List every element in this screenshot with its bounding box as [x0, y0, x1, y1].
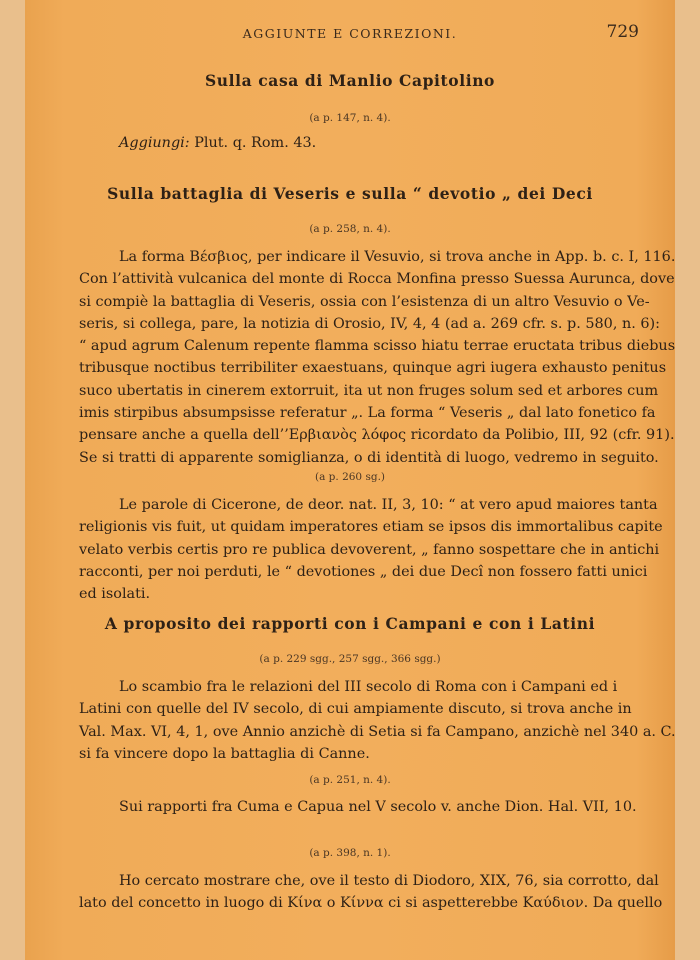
- section-reference: (a p. 260 sg.): [314, 471, 385, 483]
- section-heading-campani: A proposito dei rapporti con i Campani e con i Latini: [104, 614, 596, 633]
- text-line: Val. Max. VI, 4, 1, ove Annio anzichè di Setia si fa Campano, anzichè nel 340 a. C.: [79, 723, 676, 740]
- text-line: La forma Βέσβιος, per indicare il Vesuvio, si trova anche in App. b. c. I, 116.: [119, 249, 676, 265]
- section-reference: (a p. 229 sgg., 257 sgg., 366 sgg.): [259, 653, 441, 665]
- text-line: Latini con quelle del IV secolo, di cui ampiamente discuto, si trova anche in: [79, 701, 632, 718]
- addendum-text: Plut. q. Rom. 43.: [194, 135, 317, 151]
- text-line: tribusque noctibus terribiliter exaestuans, quinque agri iugera exhausto penitus: [79, 360, 667, 377]
- text-line: velato verbis certis pro re publica devoverent, „ fanno sospettare che in antichi: [79, 541, 660, 558]
- text-line: pensare anche a quella dell’’Ερβιανὸς λόφος ricordato da Polibio, III, 92 (cfr. 91).: [79, 427, 675, 444]
- text-line: Le parole di Cicerone, de deor. nat. II, 3, 10: “ at vero apud maiores tanta: [119, 497, 658, 513]
- running-header: [25, 22, 675, 46]
- text-line: Ho cercato mostrare che, ove il testo di Diodoro, XIX, 76, sia corrotto, dal: [119, 873, 659, 889]
- section-reference: (a p. 251, n. 4).: [309, 774, 391, 786]
- section-reference: (a p. 398, n. 1).: [309, 847, 391, 859]
- text-line: ed isolati.: [79, 586, 151, 603]
- section-reference: (a p. 147, n. 4).: [309, 112, 391, 124]
- text-line: Lo scambio fra le relazioni del III secolo di Roma con i Campani ed i: [119, 679, 618, 695]
- text-line: seris, si collega, pare, la notizia di Orosio, IV, 4, 4 (ad a. 269 cfr. s. p. 580, n. 6):: [79, 315, 661, 332]
- addendum-lead: Aggiungi:: [119, 135, 190, 151]
- text-line: Sui rapporti fra Cuma e Capua nel V secolo v. anche Dion. Hal. VII, 10.: [119, 799, 637, 815]
- section-heading-manlio: Sulla casa di Manlio Capitolino: [204, 71, 496, 90]
- paragraph-cicerone: [79, 494, 663, 605]
- paragraph-campani: [79, 676, 676, 765]
- text-line: imis stirpibus absumpsisse referatur „. La forma “ Veseris „ dal lato fonetico fa: [79, 405, 656, 422]
- running-title: AGGIUNTE E CORREZIONI.: [242, 26, 458, 41]
- section-reference: (a p. 258, n. 4).: [309, 223, 391, 235]
- text-line: Con l’attività vulcanica del monte di Rocca Monfina presso Suessa Aurunca, dove: [79, 271, 675, 288]
- page-number: 729: [606, 22, 639, 42]
- text-line: lato del concetto in luogo di Κίνα o Κίννα ci si aspetterebbe Καύδιον. Da quello: [79, 895, 663, 912]
- text-line: “ apud agrum Calenum repente flamma scisso hiatu terrae eructata tribus diebus: [79, 338, 676, 355]
- text-line: suco ubertatis in cinerem extorruit, ita ut non fruges solum sed et arbores cum: [79, 382, 659, 399]
- addendum-line: [119, 135, 316, 151]
- text-line: religionis vis fuit, ut quidam imperatores etiam se ipsos dis immortalibus capite: [79, 519, 663, 536]
- book-page: [25, 0, 675, 960]
- text-line: Se si tratti di apparente somiglianza, o di identità di luogo, vedremo in seguito.: [79, 449, 659, 466]
- paragraph-veseris: [79, 246, 676, 469]
- text-line: si fa vincere dopo la battaglia di Canne.: [79, 745, 370, 762]
- text-line: si compiè la battaglia di Veseris, ossia con l’esistenza di un altro Vesuvio o Ve-: [79, 293, 650, 310]
- text-line: racconti, per noi perduti, le “ devotiones „ dei due Decî non fossero fatti unici: [79, 563, 648, 580]
- section-heading-veseris: Sulla battaglia di Veseris e sulla “ devotio „ dei Deci: [107, 184, 593, 203]
- paragraph-diodoro: [79, 870, 663, 915]
